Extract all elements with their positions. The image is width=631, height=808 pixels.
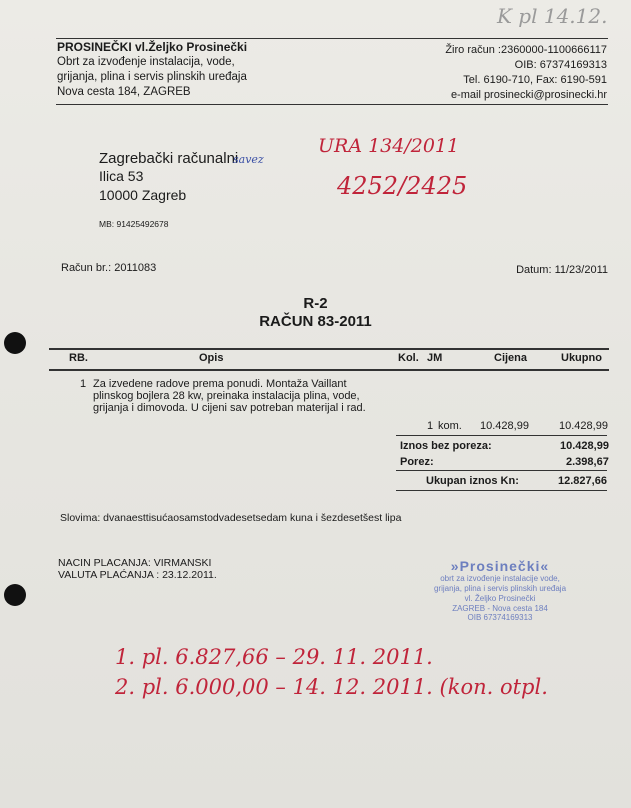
total-net-label: Iznos bez poreza:: [400, 440, 492, 452]
recipient-note: savez: [233, 153, 264, 166]
punch-hole-top: [4, 332, 26, 354]
sender-line-1: Obrt za izvođenje instalacija, vode,: [57, 56, 235, 68]
invoice-title: RAČUN 83-2011: [259, 313, 372, 330]
col-header-kol: Kol.: [398, 352, 419, 364]
totals-mid-rule: [396, 470, 607, 471]
contact-email: e-mail prosinecki@prosinecki.hr: [450, 89, 607, 101]
handwritten-payment-2: 2. pl. 6.000,00 – 14. 12. 2011. (kon. otpl.: [115, 675, 548, 699]
header-bottom-rule: [56, 104, 608, 105]
contact-oib: OIB: 67374169313: [514, 59, 607, 71]
header-top-rule: [56, 38, 608, 39]
contact-account: Žiro račun :2360000-1100666117: [445, 44, 607, 56]
row-jm: kom.: [438, 420, 462, 432]
payment-method: NACIN PLACANJA: VIRMANSKI: [58, 557, 212, 569]
payment-due: VALUTA PLAĆANJA : 23.12.2011.: [58, 569, 217, 581]
totals-top-rule: [396, 435, 607, 436]
col-header-ukupno: Ukupno: [561, 352, 602, 364]
amount-in-words: Slovima: dvanaesttisućaosamstodvadesetsedam kuna i šezdesetšest lipa: [60, 512, 402, 524]
table-top-rule: [49, 348, 609, 350]
recipient-mb: MB: 91425492678: [99, 219, 169, 229]
stamp-line-3: vl. Željko Prosinečki: [464, 594, 536, 603]
totals-bottom-rule: [396, 490, 607, 491]
row-cijena: 10.428,99: [480, 420, 529, 432]
recipient-street: Ilica 53: [99, 168, 144, 184]
stamp-line-1: obrt za izvođenje instalacije vode,: [440, 574, 560, 583]
table-header-rule: [49, 369, 609, 371]
handwritten-mark: K pl 14.12.: [497, 4, 608, 28]
contact-phone: Tel. 6190-710, Fax: 6190-591: [463, 74, 607, 86]
recipient-city: 10000 Zagreb: [99, 187, 187, 203]
row-ukupno: 10.428,99: [559, 420, 608, 432]
row-desc-2: plinskog bojlera 28 kw, preinaka instalacija plina, vode,: [93, 390, 360, 402]
total-net-value: 10.428,99: [560, 440, 609, 452]
row-rb: 1: [80, 378, 87, 390]
row-desc-3: grijanja i dimovoda. U cijeni sav potreban materijal i rad.: [93, 402, 366, 414]
invoice-number: Račun br.: 2011083: [61, 262, 157, 274]
col-header-jm: JM: [427, 352, 443, 364]
handwritten-code: 4252/2425: [337, 172, 468, 200]
sender-address: Nova cesta 184, ZAGREB: [57, 86, 191, 98]
handwritten-ura: URA 134/2011: [318, 135, 460, 157]
row-desc-1: Za izvedene radove prema ponudi. Montaža Vaillant: [93, 378, 347, 390]
total-tax-label: Porez:: [400, 456, 434, 468]
stamp-line-5: OIB 67374169313: [467, 613, 533, 622]
sender-name: PROSINEČKI vl.Željko Prosinečki: [57, 40, 248, 54]
stamp-name: »Prosinečki«: [450, 558, 550, 574]
recipient-name: Zagrebački računalni: [99, 150, 239, 167]
col-header-cijena: Cijena: [494, 352, 528, 364]
invoice-code: R-2: [303, 295, 328, 312]
punch-hole-bottom: [4, 584, 26, 606]
handwritten-payment-1: 1. pl. 6.827,66 – 29. 11. 2011.: [115, 645, 433, 669]
invoice-date: Datum: 11/23/2011: [516, 264, 608, 276]
total-tax-value: 2.398,67: [566, 456, 609, 468]
col-header-opis: Opis: [199, 352, 224, 364]
total-sum-label: Ukupan iznos Kn:: [426, 475, 519, 487]
total-sum-value: 12.827,66: [558, 475, 607, 487]
sender-line-2: grijanja, plina i servis plinskih uređaja: [57, 71, 247, 83]
stamp-line-2: grijanja, plina i servis plinskih uređaja: [433, 584, 567, 593]
stamp-line-4: ZAGREB - Nova cesta 184: [452, 604, 548, 613]
row-kol: 1: [427, 420, 434, 432]
col-header-rb: RB.: [69, 352, 88, 364]
